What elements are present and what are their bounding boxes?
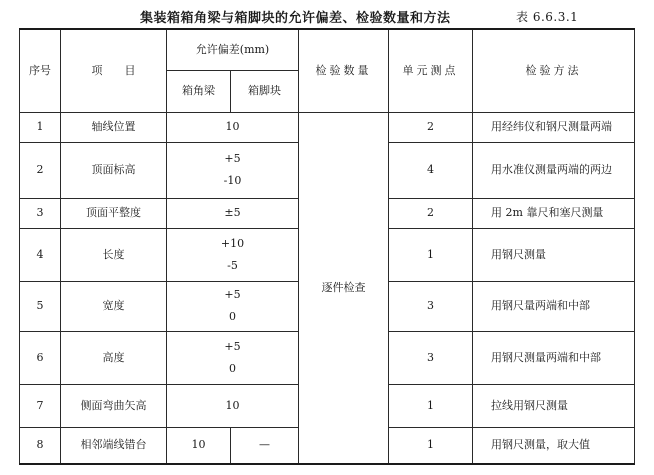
tolerance-lower: 0 bbox=[229, 361, 236, 375]
header-tolerance-block: 箱脚块 bbox=[231, 70, 299, 112]
tolerance-lower: -10 bbox=[223, 174, 242, 187]
row-seq: 4 bbox=[20, 228, 61, 281]
title-row bbox=[0, 0, 654, 28]
table-title: 集装箱箱角梁与箱脚块的允许偏差、检验数量和方法 bbox=[140, 11, 451, 26]
row-item: 相邻端线错台 bbox=[61, 427, 167, 464]
header-seq: 序号 bbox=[20, 29, 61, 112]
row-item: 侧面弯曲矢高 bbox=[61, 384, 167, 427]
row-tolerance bbox=[167, 331, 299, 384]
row-seq: 6 bbox=[20, 331, 61, 384]
row-tolerance-block: — bbox=[231, 427, 299, 464]
table-row bbox=[20, 112, 635, 142]
row-method: 用钢尺测量两端和中部 bbox=[473, 331, 635, 384]
row-item: 顶面标高 bbox=[61, 142, 167, 198]
row-seq: 3 bbox=[20, 198, 61, 228]
row-points: 3 bbox=[389, 331, 473, 384]
row-points: 3 bbox=[389, 281, 473, 331]
header-row-1 bbox=[20, 29, 635, 70]
row-method: 用钢尺测量，取大值 bbox=[473, 427, 635, 464]
tolerance-upper: +5 bbox=[224, 288, 241, 301]
header-method: 检验方法 bbox=[473, 29, 635, 112]
row-item: 顶面平整度 bbox=[61, 198, 167, 228]
tolerance-lower: -5 bbox=[227, 258, 238, 272]
row-tolerance: 10 bbox=[167, 112, 299, 142]
tolerance-table bbox=[19, 28, 635, 465]
row-tolerance-beam: 10 bbox=[167, 427, 231, 464]
header-item: 项 目 bbox=[61, 29, 167, 112]
row-seq: 7 bbox=[20, 384, 61, 427]
row-tolerance bbox=[167, 142, 299, 198]
row-seq: 2 bbox=[20, 142, 61, 198]
row-method: 用水准仪测量两端的两边 bbox=[473, 142, 635, 198]
header-unit-points: 单元测点 bbox=[389, 29, 473, 112]
row-tolerance bbox=[167, 281, 299, 331]
tolerance-upper: +5 bbox=[224, 339, 241, 353]
row-points: 1 bbox=[389, 384, 473, 427]
row-method: 用经纬仪和钢尺测量两端 bbox=[473, 112, 635, 142]
row-seq: 5 bbox=[20, 281, 61, 331]
row-item: 长度 bbox=[61, 228, 167, 281]
row-seq: 8 bbox=[20, 427, 61, 464]
row-method: 拉线用钢尺测量 bbox=[473, 384, 635, 427]
row-method: 用钢尺测量 bbox=[473, 228, 635, 281]
row-points: 1 bbox=[389, 228, 473, 281]
row-item: 宽度 bbox=[61, 281, 167, 331]
row-tolerance bbox=[167, 228, 299, 281]
row-method: 用 2m 靠尺和塞尺测量 bbox=[473, 198, 635, 228]
row-seq: 1 bbox=[20, 112, 61, 142]
row-tolerance: ±5 bbox=[167, 198, 299, 228]
row-points: 4 bbox=[389, 142, 473, 198]
row-tolerance: 10 bbox=[167, 384, 299, 427]
tolerance-upper: +5 bbox=[224, 152, 241, 165]
tolerance-upper: +10 bbox=[220, 236, 245, 250]
header-tolerance: 允许偏差(mm) bbox=[167, 29, 299, 70]
tolerance-lower: 0 bbox=[229, 310, 236, 323]
row-points: 2 bbox=[389, 198, 473, 228]
header-quantity: 检验数量 bbox=[299, 29, 389, 112]
header-tolerance-beam: 箱角梁 bbox=[167, 70, 231, 112]
row-points: 2 bbox=[389, 112, 473, 142]
inspection-quantity-cell: 逐件检查 bbox=[299, 112, 389, 464]
row-points: 1 bbox=[389, 427, 473, 464]
row-method: 用钢尺量两端和中部 bbox=[473, 281, 635, 331]
row-item: 轴线位置 bbox=[61, 112, 167, 142]
row-item: 高度 bbox=[61, 331, 167, 384]
table-number: 表 6.6.3.1 bbox=[516, 10, 579, 24]
